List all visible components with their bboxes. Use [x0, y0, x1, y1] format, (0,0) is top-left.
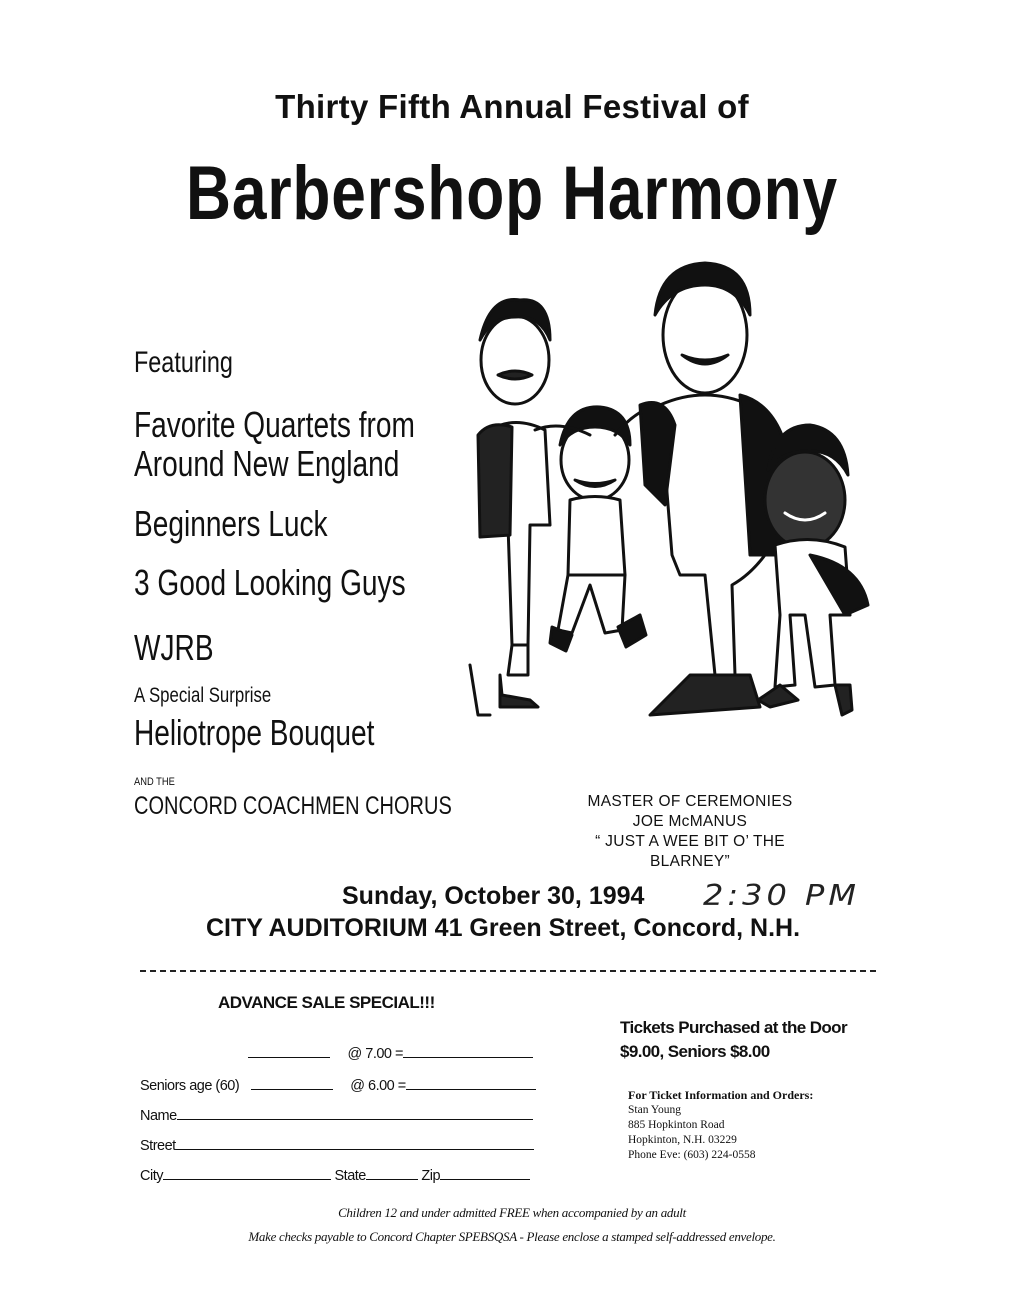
seniors-ticket-row — [140, 1075, 536, 1094]
mc-line-4: BLARNEY” — [650, 853, 730, 870]
event-venue: CITY AUDITORIUM 41 Green Street, Concord, N.H. — [205, 914, 801, 942]
door-prices-values: $9.00, Seniors $8.00 — [620, 1042, 770, 1061]
handwritten-time: 2:30 PM — [703, 877, 860, 913]
city-row — [140, 1165, 530, 1184]
and-the-label: AND THE — [134, 776, 175, 788]
advance-sale-heading: ADVANCE SALE SPECIAL!!! — [218, 993, 435, 1012]
chorus-name: CONCORD COACHMEN CHORUS — [134, 792, 452, 820]
street-row — [140, 1135, 534, 1154]
name-label: Name — [140, 1108, 177, 1124]
checks-note: Make checks payable to Concord Chapter SPEBSQSA - Please enclose a stamped self-addressed envelope. — [248, 1229, 776, 1244]
featuring-label: Featuring — [134, 346, 233, 379]
ticket-phone: Phone Eve: (603) 224-0558 — [628, 1149, 756, 1161]
regular-qty-field[interactable] — [248, 1043, 330, 1058]
seniors-price: @ 6.00 = — [350, 1078, 406, 1094]
door-prices — [620, 1016, 847, 1064]
ticket-info-heading: For Ticket Information and Orders: — [628, 1088, 814, 1102]
lineup-heliotrope-bouquet: Heliotrope Bouquet — [134, 712, 375, 753]
name-field[interactable] — [177, 1105, 533, 1120]
master-of-ceremonies — [560, 792, 820, 872]
ticket-contact-name: Stan Young — [628, 1104, 682, 1116]
lineup-favorite-quartets-1: Favorite Quartets from — [134, 404, 415, 445]
door-prices-label: Tickets Purchased at the Door — [620, 1018, 847, 1037]
seniors-qty-field[interactable] — [251, 1075, 333, 1090]
name-row — [140, 1105, 533, 1124]
lineup-wjrb: WJRB — [134, 627, 214, 668]
city-field[interactable] — [163, 1165, 331, 1180]
ticket-address-2: Hopkinton, N.H. 03229 — [628, 1134, 737, 1146]
event-subtitle: Thirty Fifth Annual Festival of — [275, 88, 749, 125]
city-label: City — [140, 1168, 163, 1184]
lineup-good-looking-guys: 3 Good Looking Guys — [134, 562, 406, 603]
regular-price: @ 7.00 = — [347, 1046, 403, 1062]
zip-field[interactable] — [440, 1165, 530, 1180]
cut-line — [140, 970, 876, 972]
street-label: Street — [140, 1138, 176, 1154]
zip-label: Zip — [421, 1168, 441, 1184]
regular-total-field[interactable] — [403, 1043, 533, 1058]
lineup-beginners-luck: Beginners Luck — [134, 503, 328, 544]
mc-name: JOE McMANUS — [632, 813, 748, 830]
barbershop-quartet-cartoon — [450, 255, 870, 730]
event-date: Sunday, October 30, 1994 — [342, 882, 645, 910]
ticket-info — [628, 1088, 813, 1163]
special-surprise-label: A Special Surprise — [134, 684, 272, 707]
children-note: Children 12 and under admitted FREE when accompanied by an adult — [338, 1205, 686, 1220]
state-label: State — [334, 1168, 366, 1184]
ticket-address-1: 885 Hopkinton Road — [628, 1119, 725, 1131]
regular-ticket-row — [248, 1043, 533, 1062]
mc-line-1: MASTER OF CEREMONIES — [587, 793, 793, 810]
event-title: Barbershop Harmony — [186, 151, 838, 236]
lineup-favorite-quartets-2: Around New England — [134, 443, 400, 484]
street-field[interactable] — [176, 1135, 534, 1150]
seniors-label: Seniors age (60) — [140, 1078, 240, 1094]
mc-line-3: “ JUST A WEE BIT O’ THE — [595, 833, 785, 850]
seniors-total-field[interactable] — [406, 1075, 536, 1090]
state-field[interactable] — [366, 1165, 418, 1180]
